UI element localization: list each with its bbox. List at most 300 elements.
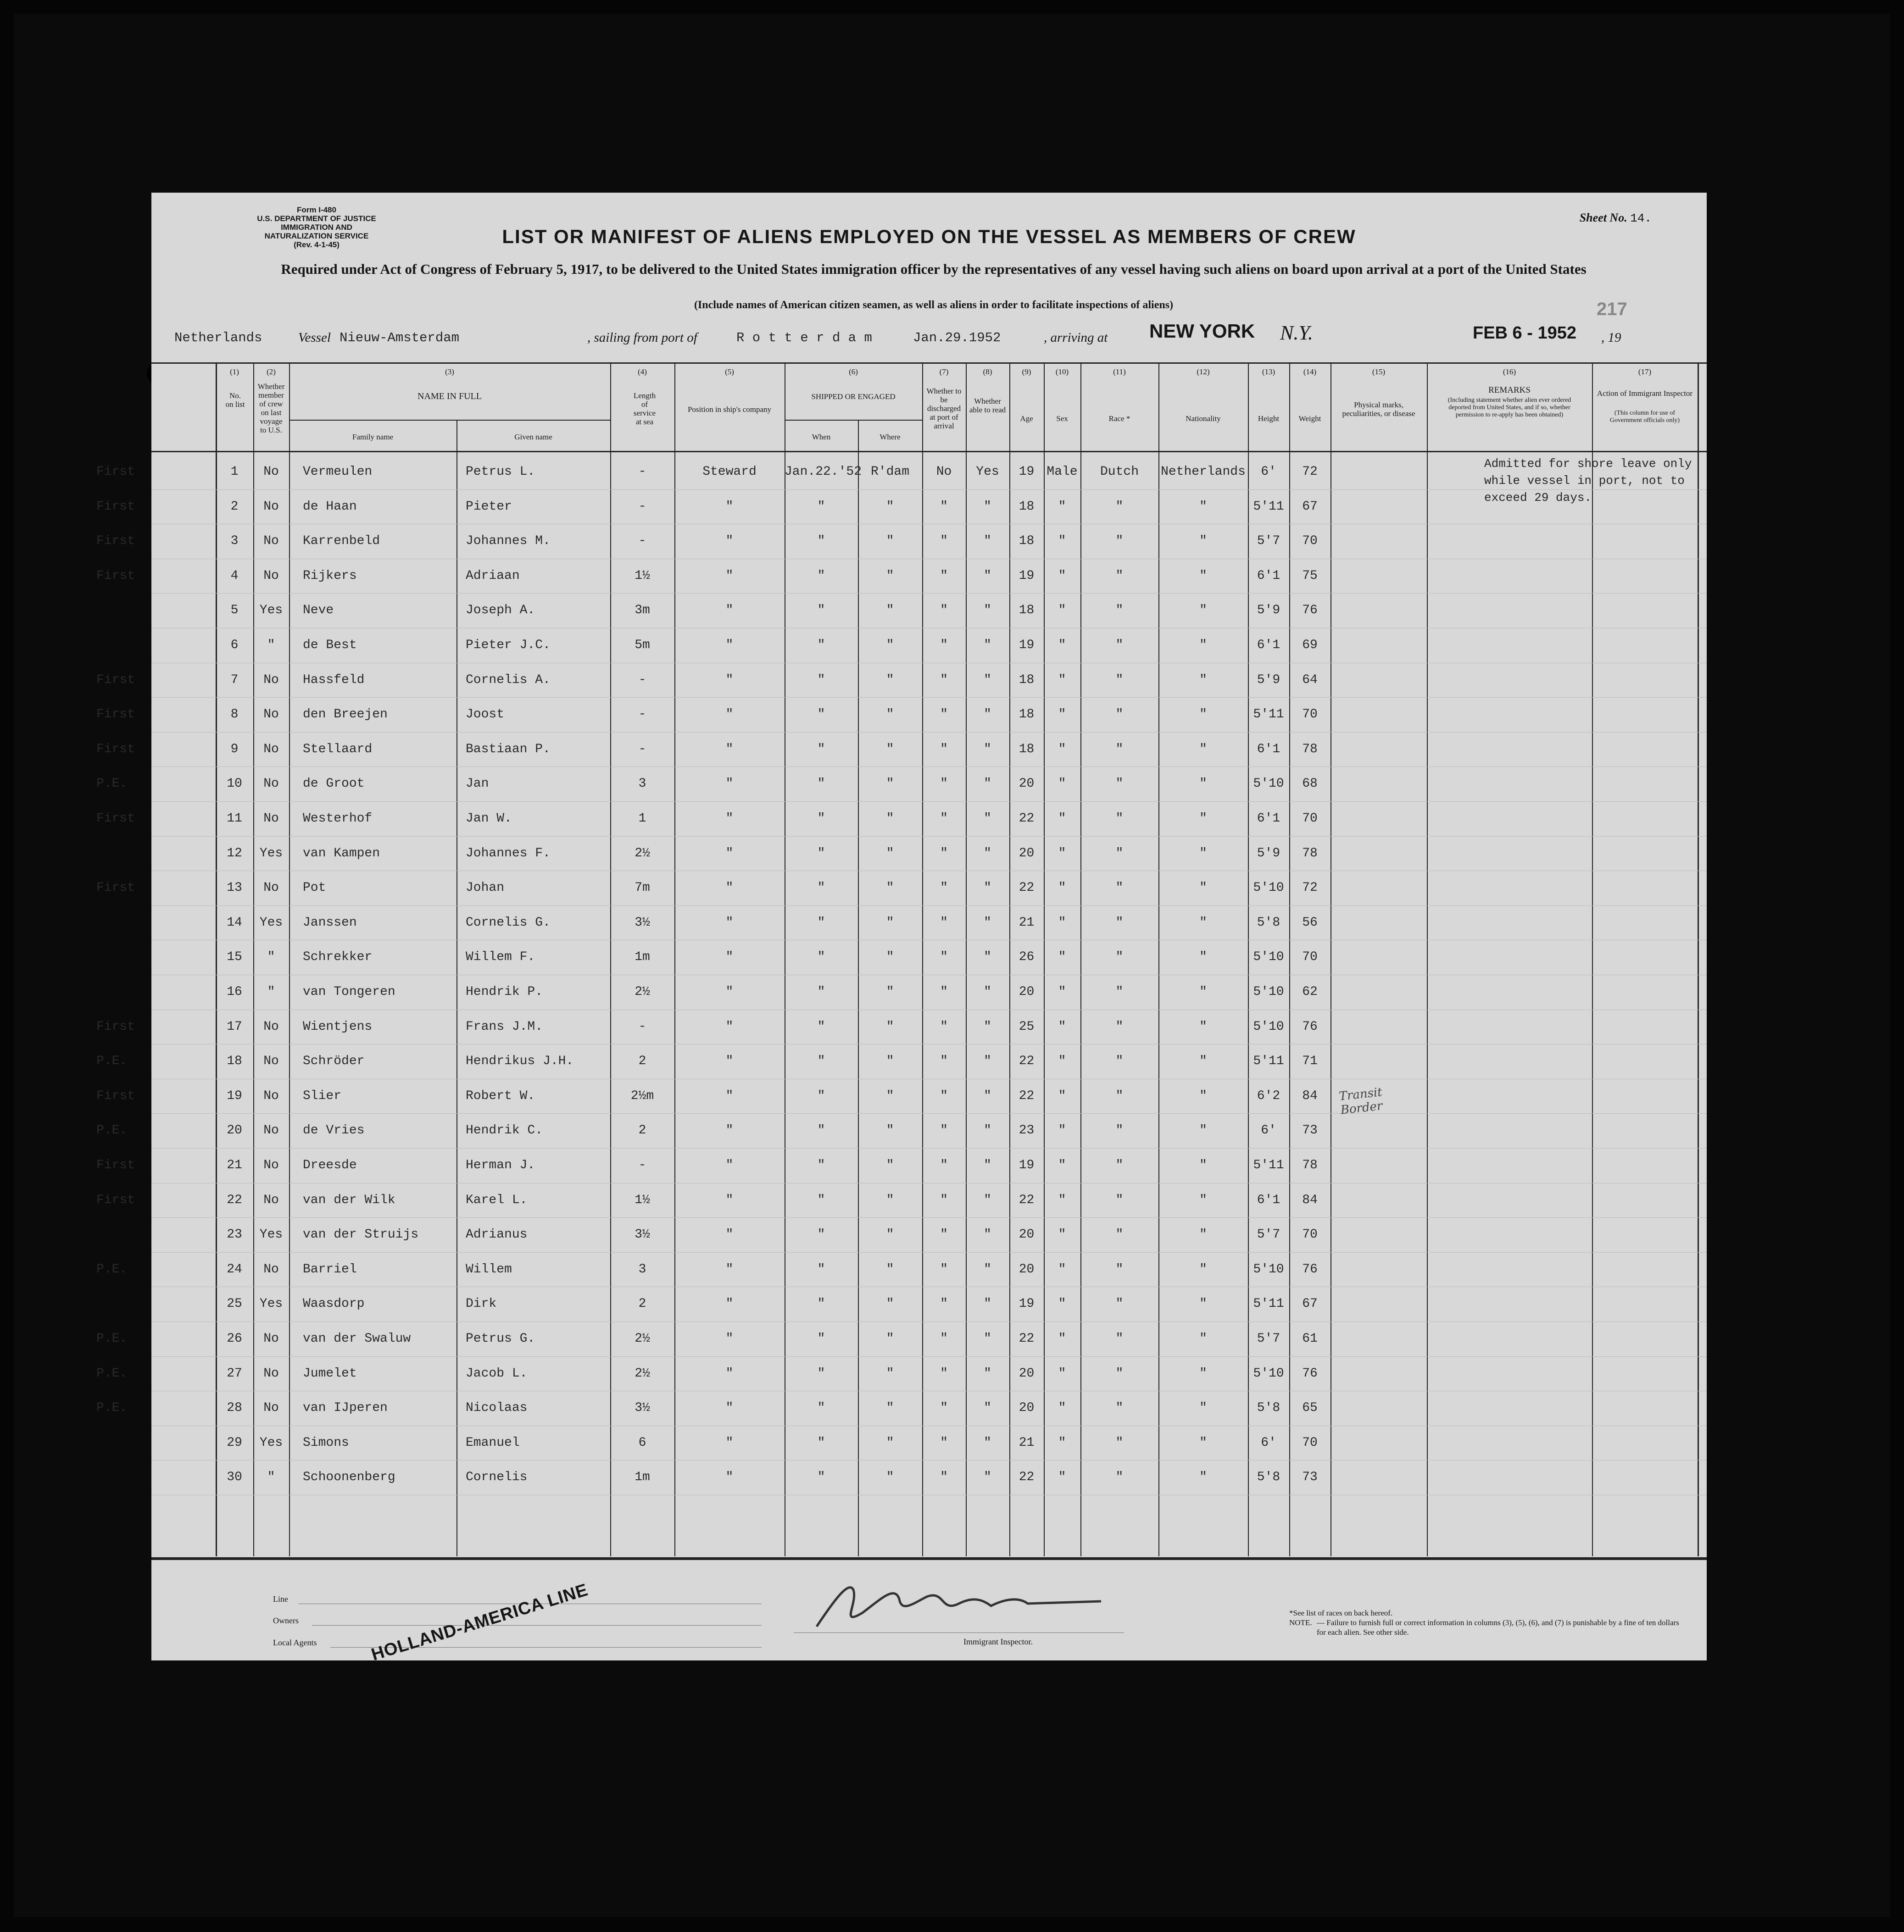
year-suffix: , 19	[1601, 330, 1621, 345]
cell-sex: "	[1058, 742, 1066, 756]
cell-nationality: "	[1199, 1088, 1207, 1103]
cell-read: "	[984, 985, 991, 999]
cell-discharged: "	[940, 1262, 948, 1277]
cell-height: 6'1	[1257, 638, 1280, 652]
cell-position: "	[725, 915, 734, 930]
cell-family: Jumelet	[303, 1366, 357, 1381]
row-rule	[151, 801, 1707, 802]
cell-no: 19	[227, 1088, 242, 1103]
cell-discharged: "	[940, 707, 948, 722]
cell-race: "	[1115, 777, 1124, 791]
cell-when: "	[817, 881, 825, 895]
table-row	[96, 1010, 1707, 1044]
cell-given: Nicolaas	[466, 1401, 528, 1416]
cell-where: "	[886, 1193, 894, 1207]
cell-weight: 69	[1302, 638, 1318, 652]
col4-number: (4)	[638, 367, 647, 376]
cell-weight: 56	[1302, 915, 1318, 930]
cell-given: Petrus L.	[466, 465, 535, 479]
table-row	[96, 1357, 1707, 1391]
cell-no: 20	[227, 1123, 242, 1138]
cell-given: Petrus G.	[466, 1332, 535, 1346]
cell-when: "	[817, 672, 825, 687]
cell-no: 12	[227, 846, 242, 861]
cell-class: First	[96, 499, 135, 514]
cell-no: 24	[227, 1262, 242, 1277]
cell-age: 22	[1019, 1054, 1035, 1069]
cell-no: 30	[227, 1470, 242, 1485]
include-note: (Include names of American citizen seamen, as well as aliens in order to facilitate inspections of aliens)	[694, 299, 1174, 311]
cell-race: "	[1115, 915, 1124, 930]
cell-race: "	[1115, 846, 1124, 861]
cell-family: de Vries	[303, 1123, 365, 1138]
cell-family: de Best	[303, 638, 357, 652]
cell-age: 22	[1019, 1088, 1035, 1103]
table-row	[96, 1322, 1707, 1356]
cell-position: "	[725, 1227, 734, 1242]
cell-weight: 61	[1302, 1332, 1318, 1346]
cell-weight: 65	[1302, 1401, 1318, 1416]
cell-age: 20	[1019, 985, 1035, 999]
cell-position: "	[725, 881, 734, 895]
cell-weight: 78	[1302, 1158, 1318, 1172]
col6-number: (6)	[849, 367, 858, 376]
cell-family: Simons	[303, 1435, 349, 1450]
cell-discharged: "	[940, 985, 948, 999]
cell-nationality: "	[1199, 672, 1207, 687]
agents-label: Local Agents	[273, 1638, 317, 1647]
cell-age: 19	[1019, 638, 1035, 652]
owners-rule	[312, 1625, 762, 1626]
cell-age: 22	[1019, 1332, 1035, 1346]
cell-height: 5'7	[1257, 534, 1280, 549]
col11-label: Race *	[1108, 414, 1130, 423]
races-note: *See list of races on back hereof.	[1289, 1609, 1393, 1617]
cell-discharged: "	[940, 1123, 948, 1138]
table-row	[151, 1218, 1707, 1252]
cell-family: van Tongeren	[303, 985, 395, 999]
vessel-label: Vessel	[298, 330, 331, 345]
cell-family: Dreesde	[303, 1158, 357, 1172]
col17-number: (17)	[1638, 367, 1652, 376]
cell-where: "	[886, 915, 894, 930]
cell-service: -	[638, 707, 646, 722]
cell-age: 18	[1019, 499, 1035, 514]
cell-weight: 70	[1302, 1435, 1318, 1450]
cell-weight: 84	[1302, 1193, 1318, 1207]
row-rule	[151, 905, 1707, 906]
cell-where: "	[886, 1054, 894, 1069]
cell-where: "	[886, 1158, 894, 1172]
cell-where: "	[886, 603, 894, 618]
cell-when: "	[817, 1054, 825, 1069]
col3-label: NAME IN FULL	[418, 391, 482, 401]
cell-race: "	[1115, 1470, 1124, 1485]
cell-height: 5'11	[1253, 1054, 1284, 1069]
cell-given: Willem	[466, 1262, 512, 1277]
cell-where: "	[886, 499, 894, 514]
cell-read: "	[984, 1366, 991, 1381]
cell-service: -	[638, 534, 646, 549]
cell-weight: 76	[1302, 1019, 1318, 1034]
cell-weight: 76	[1302, 1262, 1318, 1277]
header-divider	[151, 451, 1707, 452]
cell-race: "	[1115, 603, 1124, 618]
cell-position: "	[725, 1401, 734, 1416]
table-row	[151, 837, 1707, 871]
cell-given: Dirk	[466, 1297, 497, 1311]
cell-sex: "	[1058, 1470, 1066, 1485]
cell-service: 1m	[635, 1470, 650, 1485]
cell-sex: "	[1058, 1401, 1066, 1416]
cell-when: "	[817, 1297, 825, 1311]
signature-rule	[794, 1632, 1124, 1633]
inspector-label: Immigrant Inspector.	[963, 1637, 1033, 1646]
cell-where: "	[886, 742, 894, 756]
cell-prev: No	[263, 1262, 279, 1277]
cell-service: 1	[638, 811, 646, 826]
cell-family: van der Struijs	[303, 1227, 419, 1242]
agent-stamp: HOLLAND-AMERICA LINE	[369, 1580, 590, 1665]
cell-where: "	[886, 1366, 894, 1381]
col14-label: Weight	[1298, 414, 1321, 423]
arrival-date: FEB 6 - 1952	[1473, 323, 1576, 343]
cell-weight: 76	[1302, 603, 1318, 618]
cell-service: 3	[638, 777, 646, 791]
cell-prev: No	[263, 499, 279, 514]
cell-race: "	[1115, 950, 1124, 965]
cell-where: "	[886, 846, 894, 861]
table-row	[96, 1392, 1707, 1426]
cell-height: 5'8	[1257, 1470, 1280, 1485]
cell-height: 6'	[1261, 1123, 1276, 1138]
cell-family: van Kampen	[303, 846, 380, 861]
arrival-state: N.Y.	[1280, 322, 1313, 344]
cell-given: Jan W.	[466, 811, 512, 826]
cell-read: "	[984, 915, 991, 930]
col5-label: Position in ship's company	[687, 405, 772, 414]
cell-when: "	[817, 985, 825, 999]
col9-label: Age	[1020, 414, 1033, 423]
row-rule	[151, 1321, 1707, 1322]
cell-position: "	[725, 1366, 734, 1381]
cell-when: "	[817, 534, 825, 549]
arrival-port: NEW YORK	[1149, 320, 1255, 342]
col3-family: Family name	[352, 433, 394, 441]
cell-age: 21	[1019, 915, 1035, 930]
cell-given: Jacob L.	[466, 1366, 528, 1381]
cell-where: "	[886, 1332, 894, 1346]
cell-when: "	[817, 707, 825, 722]
cell-family: Rijkers	[303, 568, 357, 583]
col4-label: Length of service at sea	[633, 391, 656, 426]
cell-discharged: "	[940, 777, 948, 791]
cell-family: Pot	[303, 881, 326, 895]
cell-race: "	[1115, 534, 1124, 549]
cell-prev: No	[263, 707, 279, 722]
cell-nationality: "	[1199, 1262, 1207, 1277]
col1-number: (1)	[230, 367, 239, 376]
cell-read: Yes	[976, 465, 999, 479]
cell-family: Waasdorp	[303, 1297, 365, 1311]
cell-height: 6'1	[1257, 1193, 1280, 1207]
col12-number: (12)	[1197, 367, 1210, 376]
cell-position: "	[725, 811, 734, 826]
cell-when: "	[817, 811, 825, 826]
cell-prev: No	[263, 881, 279, 895]
col16-number: (16)	[1503, 367, 1516, 376]
cell-when: "	[817, 915, 825, 930]
row-rule	[151, 697, 1707, 698]
table-row	[151, 941, 1707, 975]
cell-nationality: "	[1199, 568, 1207, 583]
cell-prev: Yes	[259, 846, 283, 861]
cell-given: Cornelis G.	[466, 915, 551, 930]
row-rule	[151, 1356, 1707, 1357]
cell-when: "	[817, 499, 825, 514]
cell-height: 6'1	[1257, 742, 1280, 756]
cell-when: "	[817, 950, 825, 965]
cell-age: 19	[1019, 465, 1035, 479]
cell-read: "	[984, 846, 991, 861]
cell-no: 14	[227, 915, 242, 930]
cell-class: First	[96, 1088, 135, 1103]
cell-where: "	[886, 638, 894, 652]
col6-when: When	[812, 433, 831, 441]
page-title: LIST OR MANIFEST OF ALIENS EMPLOYED ON THE VESSEL AS MEMBERS OF CREW	[502, 226, 1356, 247]
cell-race: "	[1115, 1088, 1124, 1103]
cell-position: "	[725, 707, 734, 722]
cell-race: "	[1115, 1158, 1124, 1172]
cell-where: "	[886, 1262, 894, 1277]
cell-height: 5'11	[1253, 1297, 1284, 1311]
cell-no: 17	[227, 1019, 242, 1034]
cell-sex: "	[1058, 1332, 1066, 1346]
cell-weight: 78	[1302, 846, 1318, 861]
cell-position: "	[725, 603, 734, 618]
line-label: Line	[273, 1594, 288, 1604]
cell-nationality: "	[1199, 1123, 1207, 1138]
cell-service: -	[638, 499, 646, 514]
cell-no: 4	[230, 568, 239, 583]
cell-no: 23	[227, 1227, 242, 1242]
cell-race: "	[1115, 499, 1124, 514]
cell-given: Joseph A.	[466, 603, 535, 618]
cell-sex: "	[1058, 638, 1066, 652]
inspector-signature	[807, 1571, 1119, 1640]
cell-service: 2	[638, 1297, 646, 1311]
cell-discharged: No	[936, 465, 952, 479]
cell-read: "	[984, 603, 991, 618]
table-row	[96, 1149, 1707, 1183]
cell-race: "	[1115, 811, 1124, 826]
cell-height: 5'10	[1253, 985, 1284, 999]
cell-age: 18	[1019, 603, 1035, 618]
table-row	[96, 525, 1707, 559]
department: U.S. DEPARTMENT OF JUSTICE	[257, 214, 376, 223]
cell-position: "	[725, 1158, 734, 1172]
cell-class: First	[96, 1019, 135, 1034]
cell-when: "	[817, 1401, 825, 1416]
cell-discharged: "	[940, 1158, 948, 1172]
cell-family: Schröder	[303, 1054, 365, 1069]
cell-sex: "	[1058, 1227, 1066, 1242]
cell-position: "	[725, 1088, 734, 1103]
cell-prev: "	[267, 638, 275, 652]
cell-height: 5'10	[1253, 1019, 1284, 1034]
cell-nationality: "	[1199, 1332, 1207, 1346]
cell-discharged: "	[940, 1193, 948, 1207]
cell-no: 6	[230, 638, 239, 652]
table-row	[96, 733, 1707, 767]
cell-given: Herman J.	[466, 1158, 535, 1172]
cell-prev: Yes	[259, 1227, 283, 1242]
cell-discharged: "	[940, 499, 948, 514]
note-text: — Failure to furnish full or correct information in columns (3), (5), (6), and (7) is punishable by a fine of ten dollars for each alien. See other side.	[1317, 1618, 1679, 1637]
cell-race: "	[1115, 985, 1124, 999]
cell-read: "	[984, 811, 991, 826]
cell-family: van IJperen	[303, 1401, 388, 1416]
cell-age: 20	[1019, 1366, 1035, 1381]
cell-given: Willem F.	[466, 950, 535, 965]
cell-sex: "	[1058, 707, 1066, 722]
cell-discharged: "	[940, 568, 948, 583]
cell-nationality: "	[1199, 846, 1207, 861]
cell-age: 19	[1019, 1297, 1035, 1311]
cell-read: "	[984, 568, 991, 583]
cell-where: "	[886, 1123, 894, 1138]
cell-class: First	[96, 881, 135, 895]
sailing-label: , sailing from port of	[587, 330, 697, 345]
shipped-subheader-rule	[785, 420, 922, 421]
cell-class: P.E.	[96, 1054, 128, 1069]
row-rule	[151, 766, 1707, 767]
cell-given: Pieter	[466, 499, 512, 514]
cell-height: 5'8	[1257, 915, 1280, 930]
cell-prev: No	[263, 1366, 279, 1381]
cell-given: Johannes F.	[466, 846, 551, 861]
cell-age: 26	[1019, 950, 1035, 965]
cell-read: "	[984, 707, 991, 722]
cell-service: 2	[638, 1123, 646, 1138]
cell-prev: Yes	[259, 603, 283, 618]
cell-age: 20	[1019, 777, 1035, 791]
cell-read: "	[984, 638, 991, 652]
row-rule	[151, 732, 1707, 733]
cell-height: 5'8	[1257, 1401, 1280, 1416]
cell-no: 9	[230, 742, 239, 756]
cell-given: Robert W.	[466, 1088, 535, 1103]
cell-prev: No	[263, 465, 279, 479]
col13-number: (13)	[1262, 367, 1275, 376]
cell-race: "	[1115, 1054, 1124, 1069]
cell-height: 6'2	[1257, 1088, 1280, 1103]
cell-sex: "	[1058, 1435, 1066, 1450]
table-row	[96, 1045, 1707, 1079]
cell-class: First	[96, 672, 135, 687]
cell-when: "	[817, 1332, 825, 1346]
cell-no: 7	[230, 672, 239, 687]
col17-sublabel: (This column for use of Government officials only)	[1609, 410, 1680, 424]
cell-service: -	[638, 465, 646, 479]
cell-weight: 70	[1302, 1227, 1318, 1242]
cell-read: "	[984, 777, 991, 791]
cell-position: "	[725, 568, 734, 583]
col1-label: No. on list	[225, 391, 245, 409]
cell-prev: No	[263, 742, 279, 756]
row-rule	[151, 593, 1707, 594]
cell-position: "	[725, 1054, 734, 1069]
cell-family: Schoonenberg	[303, 1470, 395, 1485]
cell-weight: 64	[1302, 672, 1318, 687]
cell-sex: "	[1058, 846, 1066, 861]
cell-service: 3½	[635, 1227, 650, 1242]
col14-number: (14)	[1303, 367, 1317, 376]
cell-when: "	[817, 846, 825, 861]
cell-service: 1m	[635, 950, 650, 965]
cell-when: "	[817, 638, 825, 652]
service: IMMIGRATION AND NATURALIZATION SERVICE	[264, 223, 369, 240]
cell-prev: "	[267, 985, 275, 999]
cell-read: "	[984, 1123, 991, 1138]
cell-sex: "	[1058, 1054, 1066, 1069]
col16-sublabel: (Including statement whether alien ever ordered deported from United States, and if so, whether permission to re-apply has been obtained)	[1447, 397, 1571, 418]
cell-service: 2½	[635, 846, 650, 861]
cell-where: "	[886, 950, 894, 965]
col5-number: (5)	[725, 367, 734, 376]
cell-class: P.E.	[96, 1123, 128, 1138]
row-rule	[151, 489, 1707, 490]
cell-race: "	[1115, 1123, 1124, 1138]
cell-race: "	[1115, 1297, 1124, 1311]
cell-sex: "	[1058, 568, 1066, 583]
cell-nationality: "	[1199, 1019, 1207, 1034]
cell-where: "	[886, 1435, 894, 1450]
cell-prev: No	[263, 534, 279, 549]
sheet-label: Sheet No.	[1579, 211, 1627, 224]
col9-number: (9)	[1022, 367, 1031, 376]
cell-class: P.E.	[96, 777, 128, 791]
cell-weight: 73	[1302, 1123, 1318, 1138]
cell-height: 5'11	[1253, 499, 1284, 514]
cell-discharged: "	[940, 1088, 948, 1103]
cell-discharged: "	[940, 950, 948, 965]
cell-nationality: "	[1199, 811, 1207, 826]
cell-weight: 78	[1302, 742, 1318, 756]
row-rule	[151, 1252, 1707, 1253]
col16-label: REMARKS	[1488, 385, 1531, 395]
cell-age: 21	[1019, 1435, 1035, 1450]
cell-no: 22	[227, 1193, 242, 1207]
col10-number: (10)	[1055, 367, 1069, 376]
cell-service: -	[638, 742, 646, 756]
cell-read: "	[984, 1470, 991, 1485]
cell-prev: Yes	[259, 1297, 283, 1311]
table-row	[151, 1288, 1707, 1321]
cell-age: 19	[1019, 1158, 1035, 1172]
cell-read: "	[984, 1054, 991, 1069]
cell-service: 2	[638, 1054, 646, 1069]
cell-height: 6'	[1261, 465, 1276, 479]
cell-race: "	[1115, 707, 1124, 722]
cell-when: "	[817, 1158, 825, 1172]
cell-service: 3m	[635, 603, 650, 618]
cell-class: First	[96, 1193, 135, 1207]
cell-given: Johan	[466, 881, 505, 895]
cell-nationality: "	[1199, 1158, 1207, 1172]
table-row	[96, 802, 1707, 836]
cell-position: "	[725, 1332, 734, 1346]
